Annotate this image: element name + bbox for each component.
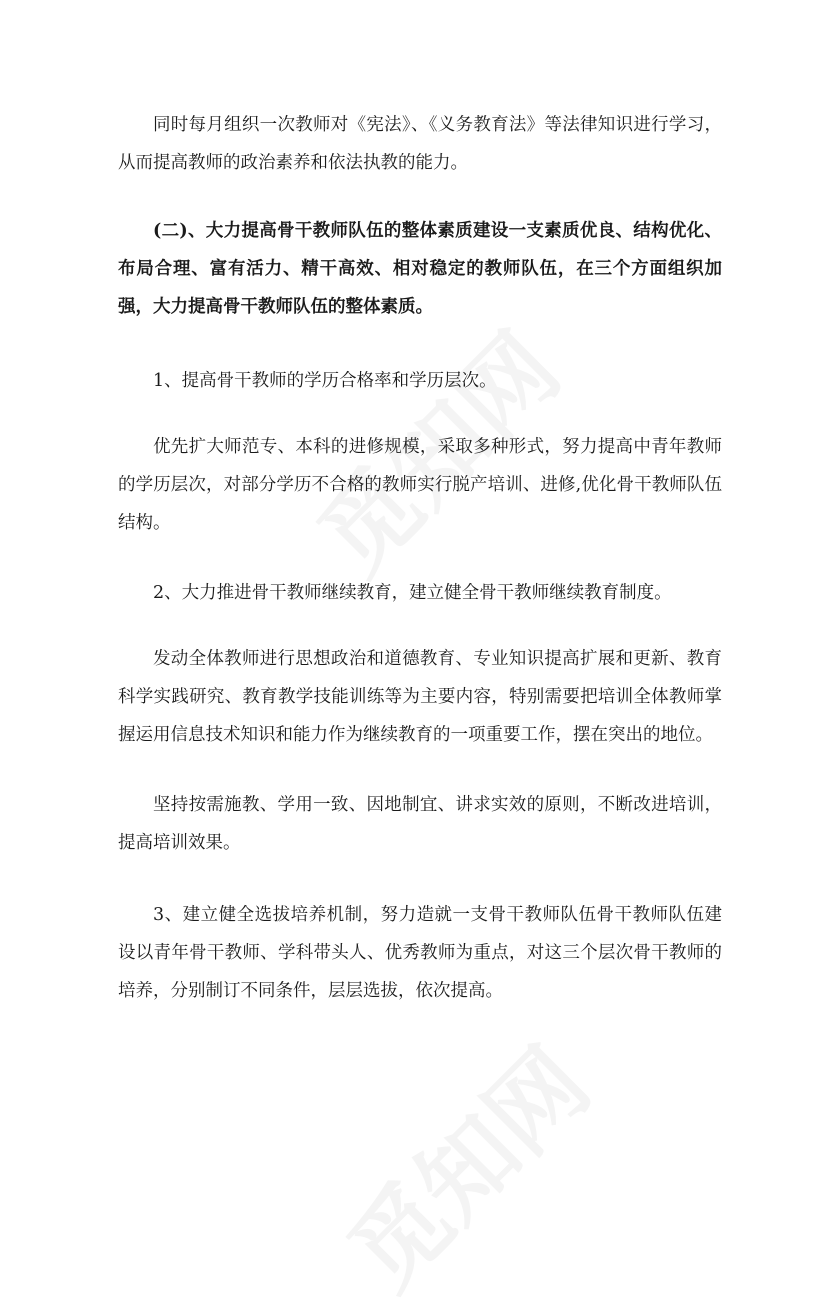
paragraph-item-2-heading: 2、大力推进骨干教师继续教育，建立健全骨干教师继续教育制度。 [153,583,672,603]
watermark [314,1013,615,1314]
paragraph-item-2-principle: 坚持按需施教、学用一致、因地制宜、讲求实效的原则，不断改进培训，提高培训效果。 [118,795,722,853]
paragraph-item-1-body: 优先扩大师范专、本科的进修规模，采取多种形式，努力提高中青年教师的学历层次，对部分学历不合格的教师实行脱产培训、进修,优化骨干教师队伍结构。 [118,437,722,533]
paragraph-law-study: 同时每月组织一次教师对《宪法》、《义务教育法》等法律知识进行学习，从而提高教师的政治素养和依法执教的能力。 [118,115,722,173]
paragraph-item-2-body: 发动全体教师进行思想政治和道德教育、专业知识提高扩展和更新、教育科学实践研究、教育教学技能训练等为主要内容，特别需要把培训全体教师掌握运用信息技术知识和能力作为继续教育的一项重要工作，摆在突出的地位。 [118,649,722,745]
paragraph-item-3: 3、建立健全选拔培养机制，努力造就一支骨干教师队伍骨干教师队伍建设以青年骨干教师、学科带头人、优秀教师为重点，对这三个层次骨干教师的培养，分别制订不同条件，层层选拔，依次提高。 [118,905,722,1001]
paragraph-item-1-heading: 1、提高骨干教师的学历合格率和学历层次。 [153,371,497,391]
section-heading-backbone-teachers: (二)、大力提高骨干教师队伍的整体素质建设一支素质优良、结构优化、布局合理、富有活力、精干高效、相对稳定的教师队伍，在三个方面组织加强，大力提高骨干教师队伍的整体素质。 [118,221,722,317]
